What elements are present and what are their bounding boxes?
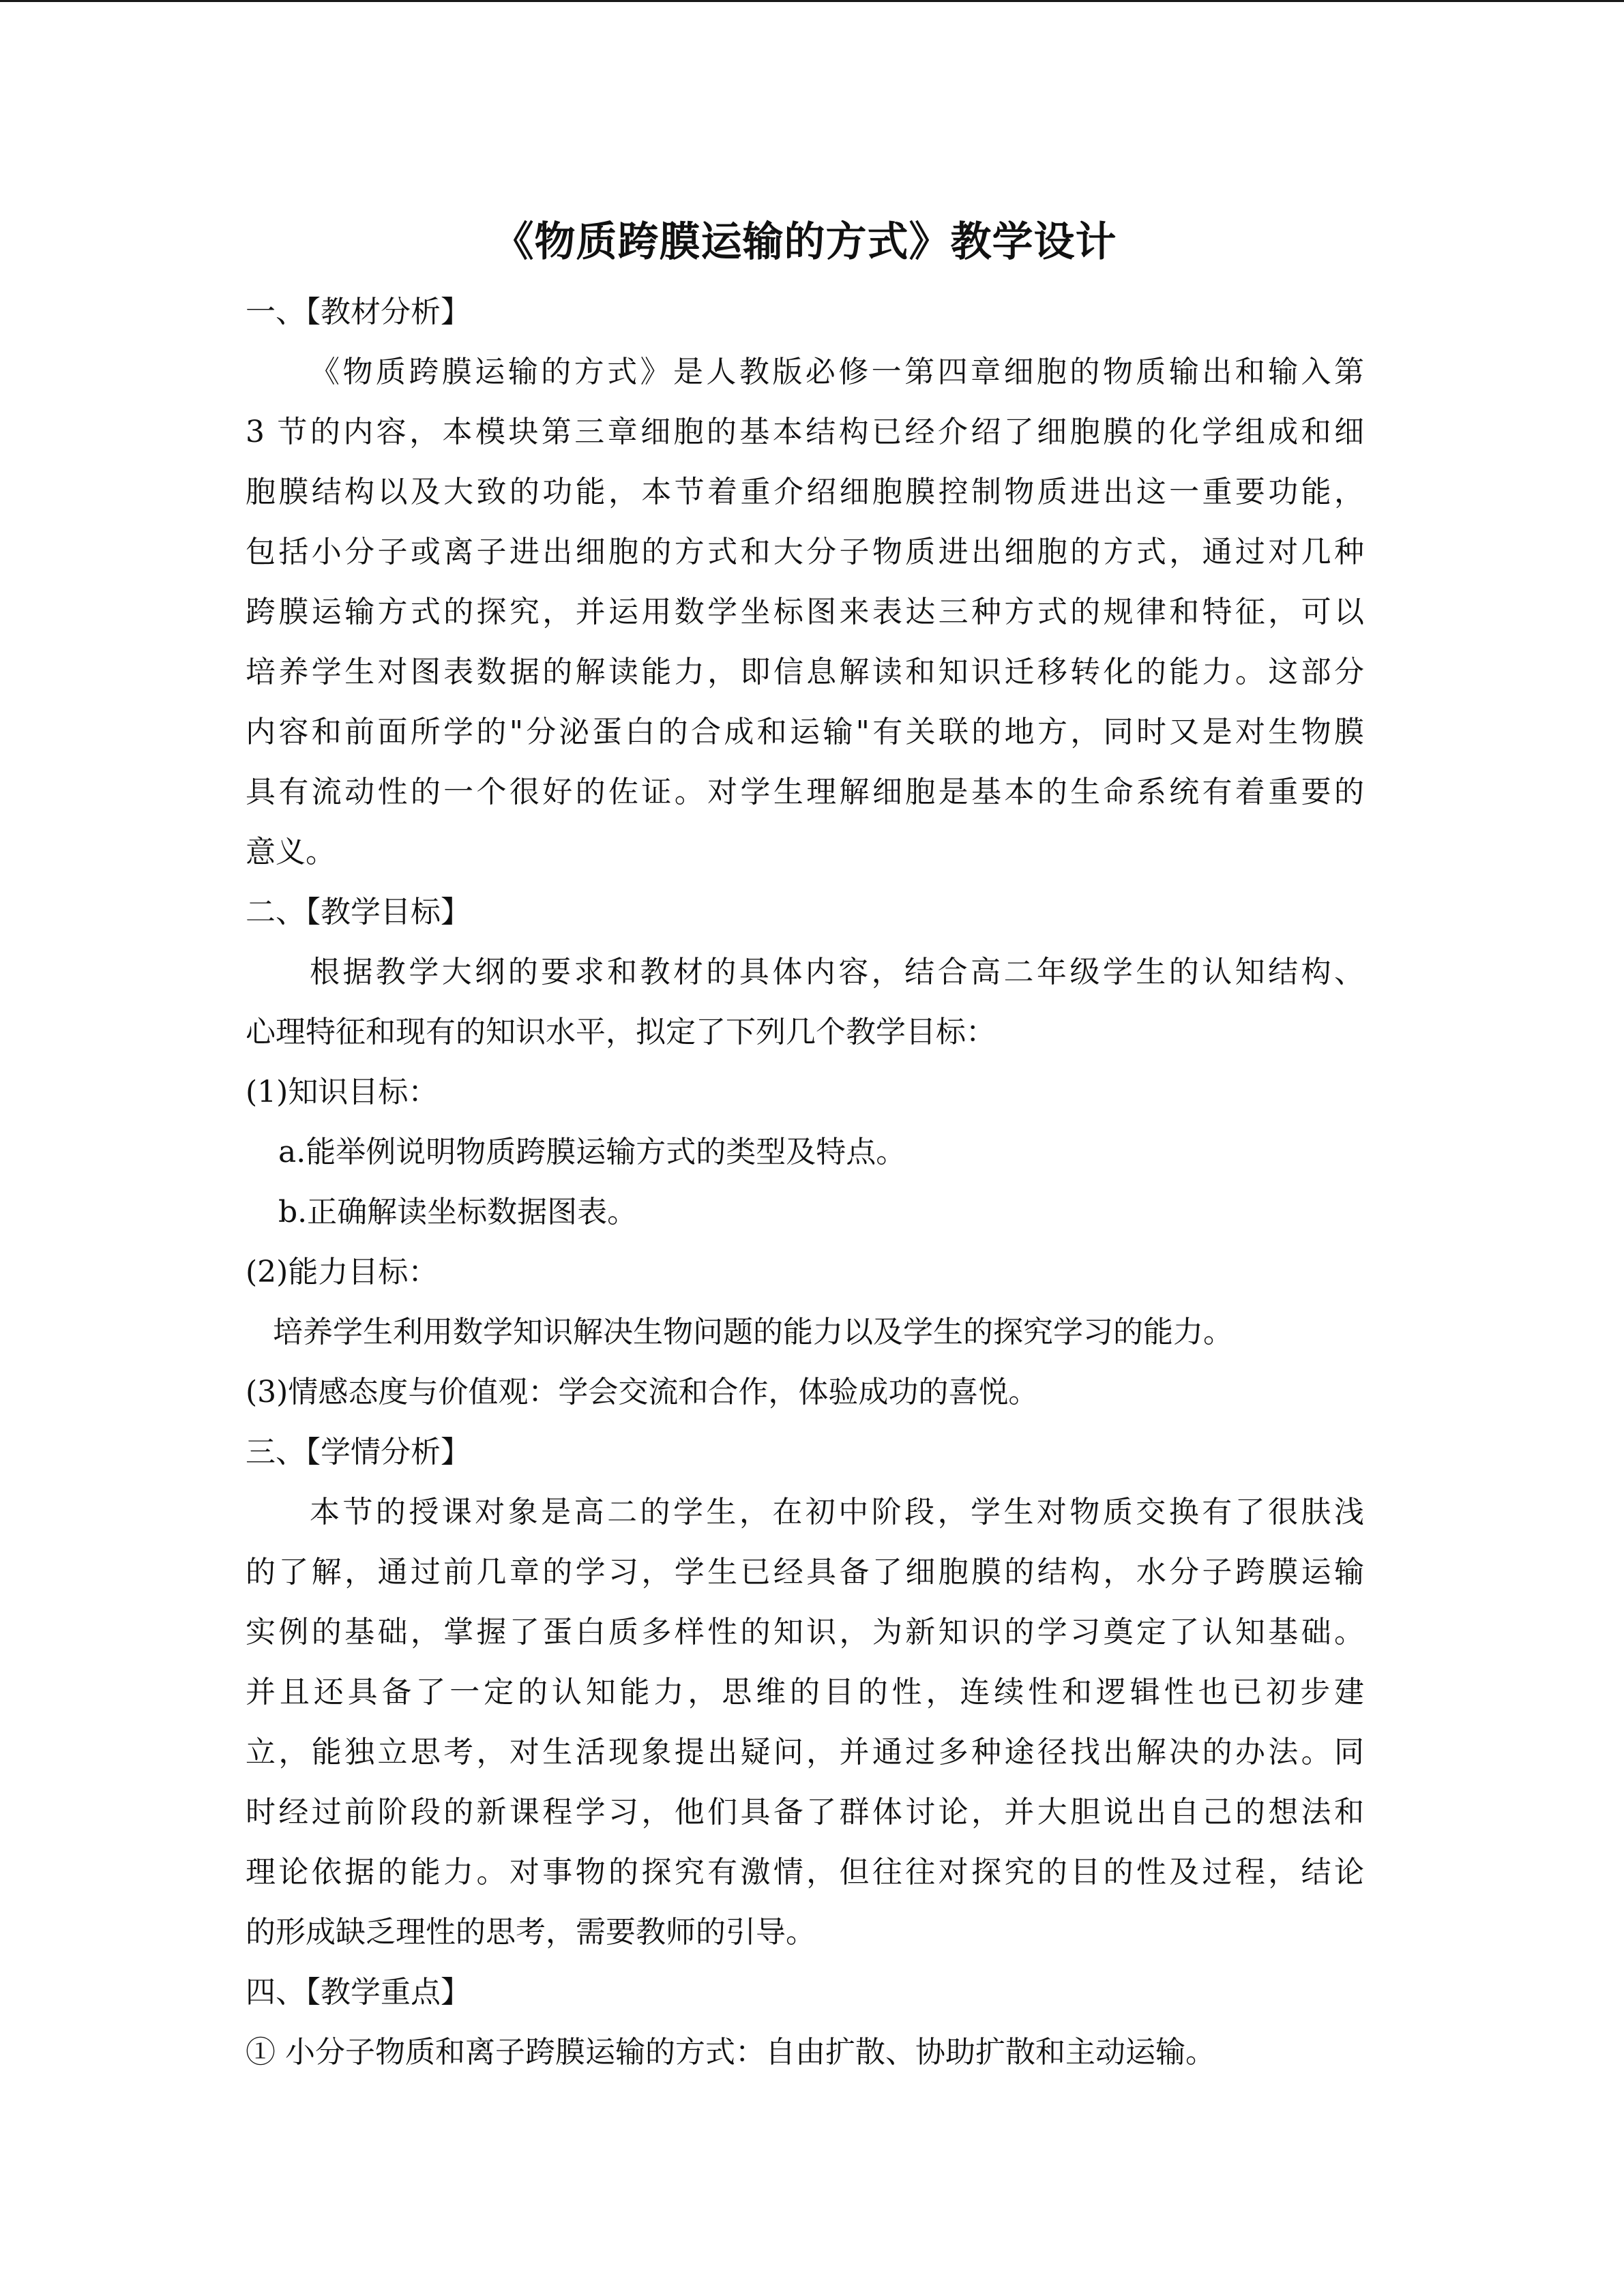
knowledge-goal-b: b.正确解读坐标数据图表。 <box>278 1195 638 1229</box>
paragraph-line: 实例的基础，掌握了蛋白质多样性的知识，为新知识的学习奠定了认知基础。 <box>246 1615 1364 1650</box>
paragraph-line: 并且还具备了一定的认知能力，思维的目的性，连续性和逻辑性也已初步建 <box>246 1675 1364 1710</box>
paragraph-line: 的了解，通过前几章的学习，学生已经具备了细胞膜的结构，水分子跨膜运输 <box>246 1555 1364 1590</box>
paragraph-line: 的形成缺乏理性的思考，需要教师的引导。 <box>246 1915 816 1950</box>
section-teaching-goals <box>246 882 1364 1422</box>
section-student-analysis <box>246 1422 1364 1963</box>
page-top-border <box>0 0 1624 2</box>
knowledge-goal-a: a.能举例说明物质跨膜运输方式的类型及特点。 <box>278 1135 906 1169</box>
paragraph-line: 培养学生对图表数据的解读能力，即信息解读和知识迁移转化的能力。这部分 <box>246 655 1364 689</box>
document-page <box>246 205 1364 2083</box>
section-heading: 二、【教学目标】 <box>246 895 471 929</box>
paragraph-line: 时经过前阶段的新课程学习，他们具备了群体讨论，并大胆说出自己的想法和 <box>246 1795 1364 1830</box>
focus-item-1: ① 小分子物质和离子跨膜运输的方式：自由扩散、协助扩散和主动运输。 <box>246 2035 1215 2070</box>
section-material-analysis <box>246 282 1364 882</box>
document-title: 《物质跨膜运输的方式》教学设计 <box>492 218 1117 266</box>
ability-goal-label: (2)能力目标： <box>246 1255 439 1289</box>
section-heading: 三、【学情分析】 <box>246 1435 471 1470</box>
paragraph-line: 3 节的内容，本模块第三章细胞的基本结构已经介绍了细胞膜的化学组成和细 <box>246 415 1364 449</box>
paragraph-line: 心理特征和现有的知识水平，拟定了下列几个教学目标： <box>246 1015 996 1049</box>
paragraph-line: 本节的授课对象是高二的学生，在初中阶段，学生对物质交换有了很肤浅 <box>310 1495 1364 1530</box>
paragraph-line: 立，能独立思考，对生活现象提出疑问，并通过多种途径找出解决的办法。同 <box>246 1735 1364 1770</box>
paragraph-line: 胞膜结构以及大致的功能，本节着重介绍细胞膜控制物质进出这一重要功能， <box>246 475 1364 509</box>
paragraph-line: 包括小分子或离子进出细胞的方式和大分子物质进出细胞的方式，通过对几种 <box>246 535 1364 569</box>
emotion-goal: (3)情感态度与价值观：学会交流和合作，体验成功的喜悦。 <box>246 1375 1039 1410</box>
knowledge-goal-label: (1)知识目标： <box>246 1075 439 1109</box>
paragraph-line: 内容和前面所学的"分泌蛋白的合成和运输"有关联的地方，同时又是对生物膜 <box>246 715 1364 749</box>
paragraph-line: 具有流动性的一个很好的佐证。对学生理解细胞是基本的生命系统有着重要的 <box>246 775 1364 809</box>
section-heading: 一、【教材分析】 <box>246 295 471 329</box>
paragraph-line: 跨膜运输方式的探究，并运用数学坐标图来表达三种方式的规律和特征，可以 <box>246 595 1364 629</box>
ability-goal-text: 培养学生利用数学知识解决生物问题的能力以及学生的探究学习的能力。 <box>273 1315 1233 1350</box>
section-teaching-focus <box>246 1963 1364 2083</box>
paragraph-line: 意义。 <box>246 835 336 869</box>
section-heading: 四、【教学重点】 <box>246 1975 471 2010</box>
paragraph-line: 《物质跨膜运输的方式》是人教版必修一第四章细胞的物质输出和输入第 <box>310 355 1364 389</box>
paragraph-line: 根据教学大纲的要求和教材的具体内容，结合高二年级学生的认知结构、 <box>310 955 1364 989</box>
paragraph-line: 理论依据的能力。对事物的探究有激情，但往往对探究的目的性及过程，结论 <box>246 1855 1364 1890</box>
